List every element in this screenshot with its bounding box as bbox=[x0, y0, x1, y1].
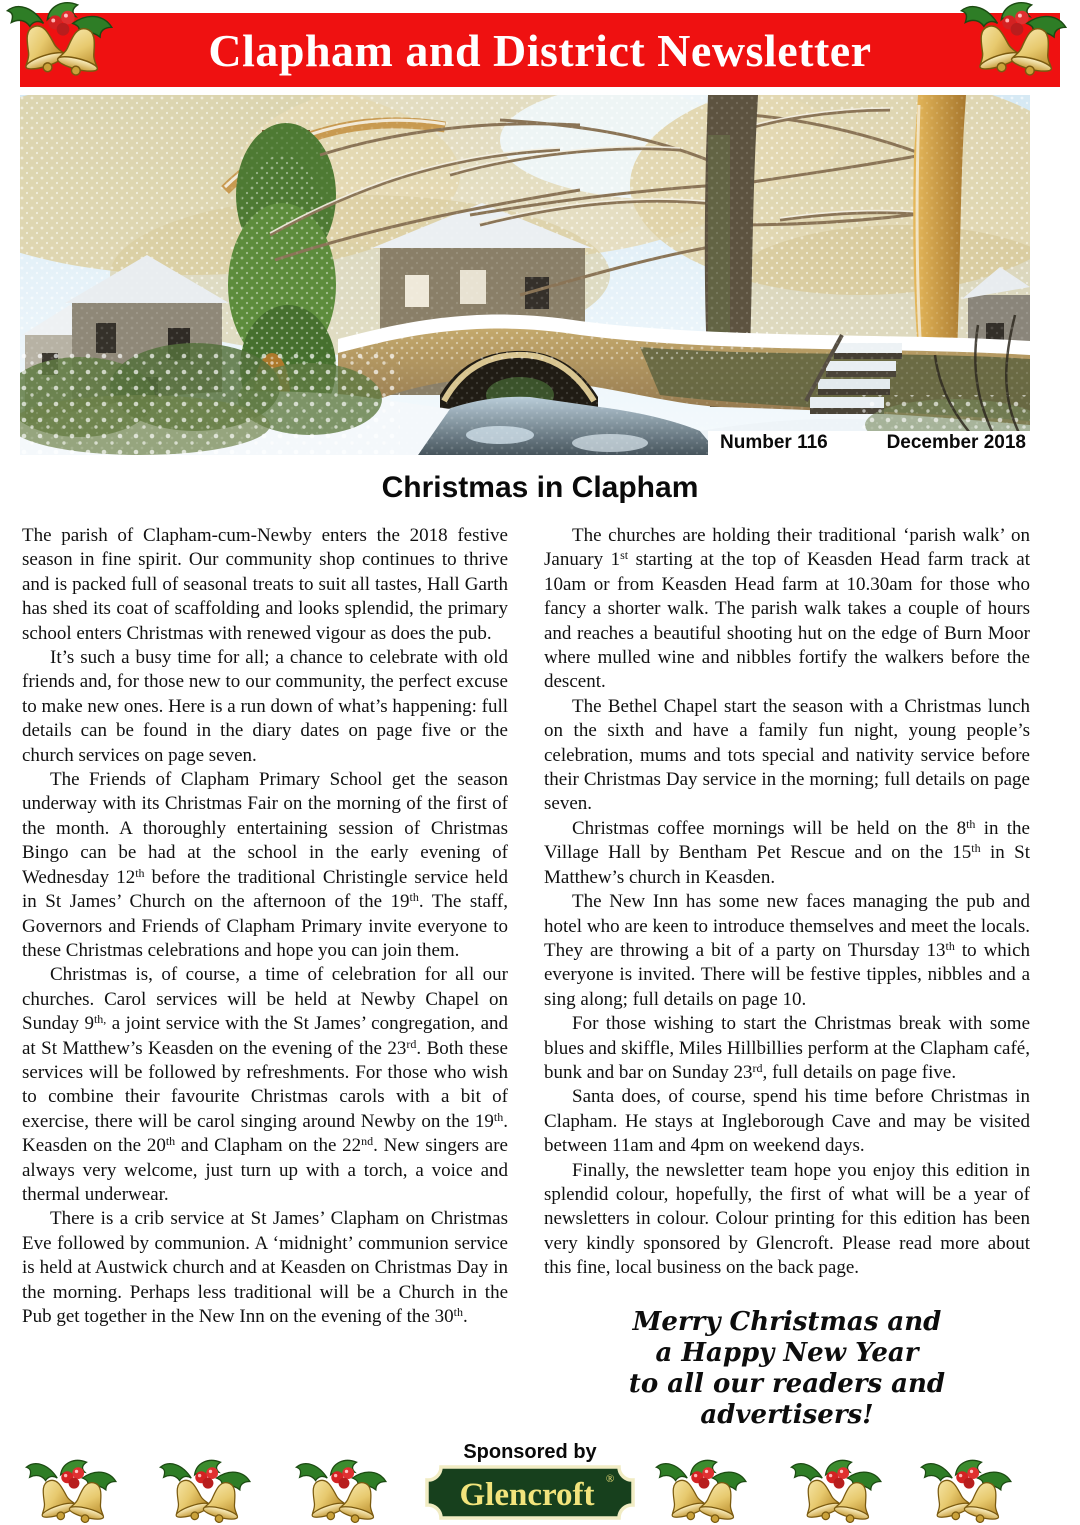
holly-bells-icon bbox=[648, 1458, 760, 1525]
article-paragraph: Santa does, of course, spend his time before Christmas in Clapham. He stays at Ingleborough Cave and may be visited between 11am and 4pm on weekend days. bbox=[544, 1086, 1030, 1157]
masthead-banner bbox=[20, 13, 1060, 87]
article-paragraph: The parish of Clapham-cum-Newby enters the 2018 festive season in fine spirit. Our community shop continues to thrive and is packed full of seasonal treats to suit all tastes, Hall Garth has shed its coat of scaffolding and looks splendid, the primary school enters Christmas with renewed vigour as does the pub. bbox=[22, 525, 508, 644]
left-column bbox=[22, 524, 508, 1431]
greeting-line: Merry Christmas and bbox=[632, 1306, 942, 1337]
article-body bbox=[22, 524, 1030, 1431]
article-paragraph: The Bethel Chapel start the season with a Christmas lunch on the sixth and have a family fun night, young people’s celebration, mums and tots special and nativity service before their Christmas Day service in the morning; full details on page seven. bbox=[544, 695, 1030, 815]
article-paragraph: Finally, the newsletter team hope you enjoy this edition in splendid colour, hopefully, the first of what will be a year of newsletters in colour. Colour printing for this edition has been very kindly sponsored by Glencroft. Please read more about this fine, local business on the back page. bbox=[544, 1159, 1030, 1279]
article-paragraph: The New Inn has some new faces managing the pub and hotel who are keen to introduce themselves and meet the locals. They are throwing a bit of a party on Thursday 13th to which everyone is invited. There will be festive tipples, nibbles and a sing along; full details on page 10. bbox=[544, 891, 1031, 1010]
photo-illustration bbox=[20, 95, 1030, 455]
photo-caption-bar bbox=[708, 431, 1030, 455]
holly-bells-icon bbox=[18, 1458, 130, 1525]
article-paragraph: For those wishing to start the Christmas break with some blues and skiffle, Miles Hillbillies perform at the Clapham café, bunk and bar on Sunday 23rd, full details on page five. bbox=[544, 1013, 1030, 1083]
article-headline: Christmas in Clapham bbox=[381, 471, 699, 504]
newsletter-title: Clapham and District Newsletter bbox=[208, 25, 872, 76]
article-paragraph: The Friends of Clapham Primary School get the season underway with its Christmas Fair on the morning of the first of the month. A thoroughly entertaining session of Christmas Bingo can be had at the school in the early evening of Wednesday 12th before the traditional Christingle service held in St James’ Church on the afternoon of the 19th. The staff, Governors and Friends of Clapham Primary invite everyone to these Christmas celebrations and hope you can join them. bbox=[22, 769, 508, 961]
greeting-line: a Happy New Year bbox=[655, 1337, 919, 1368]
holly-bells-icon bbox=[956, 0, 1078, 78]
holly-bells-icon bbox=[152, 1458, 264, 1525]
sponsored-by-label: Sponsored by bbox=[463, 1441, 597, 1463]
sponsor-name: Glencroft bbox=[459, 1477, 595, 1513]
holly-bells-icon bbox=[913, 1458, 1025, 1525]
article-paragraph: There is a crib service at St James’ Clapham on Christmas Eve followed by communion. A ‘midnight’ communion service is held at Austwick church and at Keasden on Christmas Day in the morning. Perhaps less traditional will be a Church in the Pub get together in the New Inn on the evening of the 30th. bbox=[22, 1208, 508, 1327]
registered-mark: ® bbox=[605, 1473, 615, 1485]
issue-date: December 2018 bbox=[886, 432, 1026, 453]
greeting-line: to all our readers and advertisers! bbox=[628, 1368, 946, 1430]
holly-bells-icon bbox=[288, 1458, 400, 1525]
article-paragraph: The churches are holding their traditional ‘parish walk’ on January 1st starting at the top of Keasden Head farm track at 10am or from Keasden Head farm at 10.30am for those who fancy a shorter walk. The parish walk takes a couple of hours and reaches a beautiful shooting hut on the edge of Burn Moor where mulled wine and nibbles fortify the walkers before the descent. bbox=[544, 525, 1030, 693]
right-column bbox=[544, 524, 1030, 1431]
seasonal-greeting bbox=[544, 1307, 1030, 1431]
holly-bells-icon bbox=[783, 1458, 895, 1525]
article-paragraph: Christmas is, of course, a time of celebration for all our churches. Carol services will be held at Newby Chapel on Sunday $9^{th,}$ a joint service with the St James’ congregation, and at St Matthew’s Keasden on the evening of the 23rd. Both these services will be followed by refreshments. For those who wish to combine their favourite Christmas carols with a bit of exercise, there will be carol singing around Newby on the 19th. Keasden on the 20th and Clapham on the 22nd. New singers are always very welcome, just turn up with a torch, a voice and thermal underwear. bbox=[22, 964, 508, 1205]
article-paragraph: Christmas coffee mornings will be held on the 8th in the Village Hall by Bentham Pet Rescue and on the 15th in St Matthew’s church in Keasden. bbox=[544, 816, 1031, 888]
holly-bells-icon bbox=[2, 0, 124, 78]
glencroft-logo bbox=[424, 1464, 636, 1521]
article-paragraph: It’s such a busy time for all; a chance to celebrate with old friends and, for those new to our community, the perfect excuse to make new ones. Here is a run down of what’s happening: full details can be found in the diary dates on page five or the church services on page seven. bbox=[22, 647, 508, 766]
issue-number: Number 116 bbox=[720, 432, 828, 453]
village-winter-photo bbox=[20, 95, 1030, 455]
